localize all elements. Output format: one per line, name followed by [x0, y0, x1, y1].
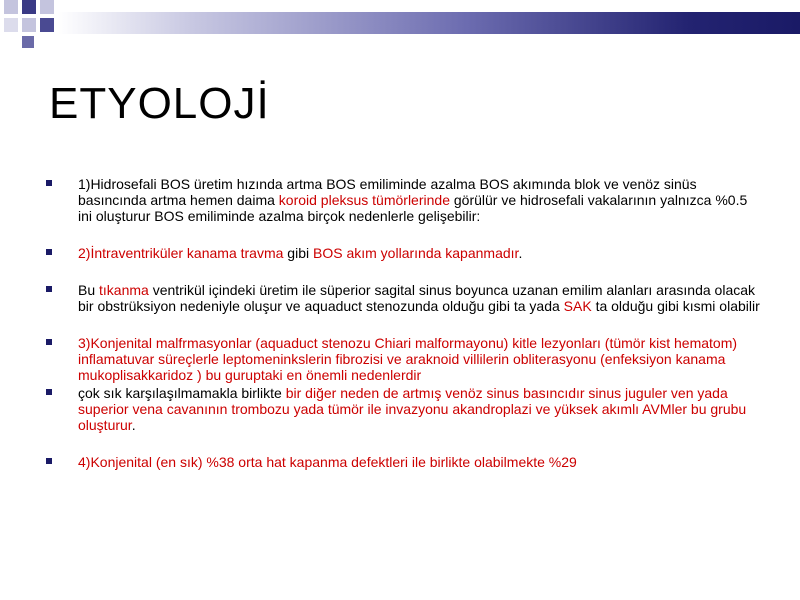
- square-bullet-icon: [46, 180, 52, 186]
- text-segment: 3)Konjenital malfrmasyonlar (aquaduct stenozu Chiari malformayonu) kitle lezyonları (tümör kist hematom) inflamatuvar süreçlerle leptomeninkslerin fibrozisi ve araknoid villilerin obliterasyonu (enfeksiyon kanama mukoplisakkaridoz ) bu guruptaki en önemli nedenlerdir: [78, 335, 738, 383]
- text-segment: Bu: [78, 282, 100, 298]
- deco-square: [40, 0, 54, 14]
- text-segment: BOS akım yollarında kapanmadır: [313, 245, 519, 261]
- deco-square: [40, 18, 54, 32]
- text-segment: çok sık karşılaşılmamakla birlikte: [78, 385, 286, 401]
- text-segment: 4)Konjenital (en sık) %38 orta hat kapanma defektleri ile birlikte olabilmekte %29: [78, 454, 577, 470]
- header-gradient-bar: [58, 12, 800, 34]
- deco-square: [4, 18, 18, 32]
- text-segment: ta olduğu gibi kısmi olabilir: [591, 298, 760, 314]
- bullet-item: [0, 282, 800, 314]
- bullet-list: [0, 176, 800, 470]
- square-bullet-icon: [46, 286, 52, 292]
- text-segment: gibi: [283, 245, 313, 261]
- bullet-item: [0, 245, 800, 261]
- deco-square: [4, 0, 18, 14]
- square-bullet-icon: [46, 389, 52, 395]
- text-segment: koroid pleksus tümörlerinde: [278, 192, 450, 208]
- text-segment: görülür ve hidrosefali vakalarının yalnızca %0.5 ini oluşturur BOS emiliminde azalma birçok nedenlerle gelişebilir:: [78, 192, 748, 224]
- text-segment: .: [131, 417, 136, 433]
- square-bullet-icon: [46, 249, 52, 255]
- square-bullet-icon: [46, 339, 52, 345]
- deco-square: [22, 36, 34, 48]
- bullet-item: [0, 385, 800, 433]
- bullet-item: [0, 454, 800, 470]
- text-segment: 2)İntraventriküler kanama travma: [78, 245, 284, 261]
- text-segment: 1)Hidrosefali BOS üretim hızında artma BOS emiliminde azalma BOS akımında blok ve venöz sinüs basıncında artma hemen daima: [78, 176, 697, 208]
- deco-square: [22, 18, 36, 32]
- bullet-item: [0, 176, 800, 224]
- text-segment: .: [518, 245, 523, 261]
- square-bullet-icon: [46, 458, 52, 464]
- text-segment: ventrikül içindeki üretim ile süperior sagital sinus boyunca uzanan emilim alanları arasında olacak bir obstrüksiyon nedeniyle oluşur ve aquaduct stenozunda olduğu gibi ta yada: [78, 282, 756, 314]
- slide-title: ETYOLOJİ: [49, 79, 270, 128]
- text-segment: bir diğer neden de artmış venöz sinus basıncıdır sinus juguler ven yada superior vena cavanının trombozu yada tümör ile invazyonu akandroplazi ve yüksek akımlı AVMler bu grubu oluşturur: [78, 385, 747, 433]
- text-segment: tıkanma: [99, 282, 149, 298]
- deco-square: [22, 0, 36, 14]
- bullet-item: [0, 335, 800, 383]
- text-segment: SAK: [563, 298, 592, 314]
